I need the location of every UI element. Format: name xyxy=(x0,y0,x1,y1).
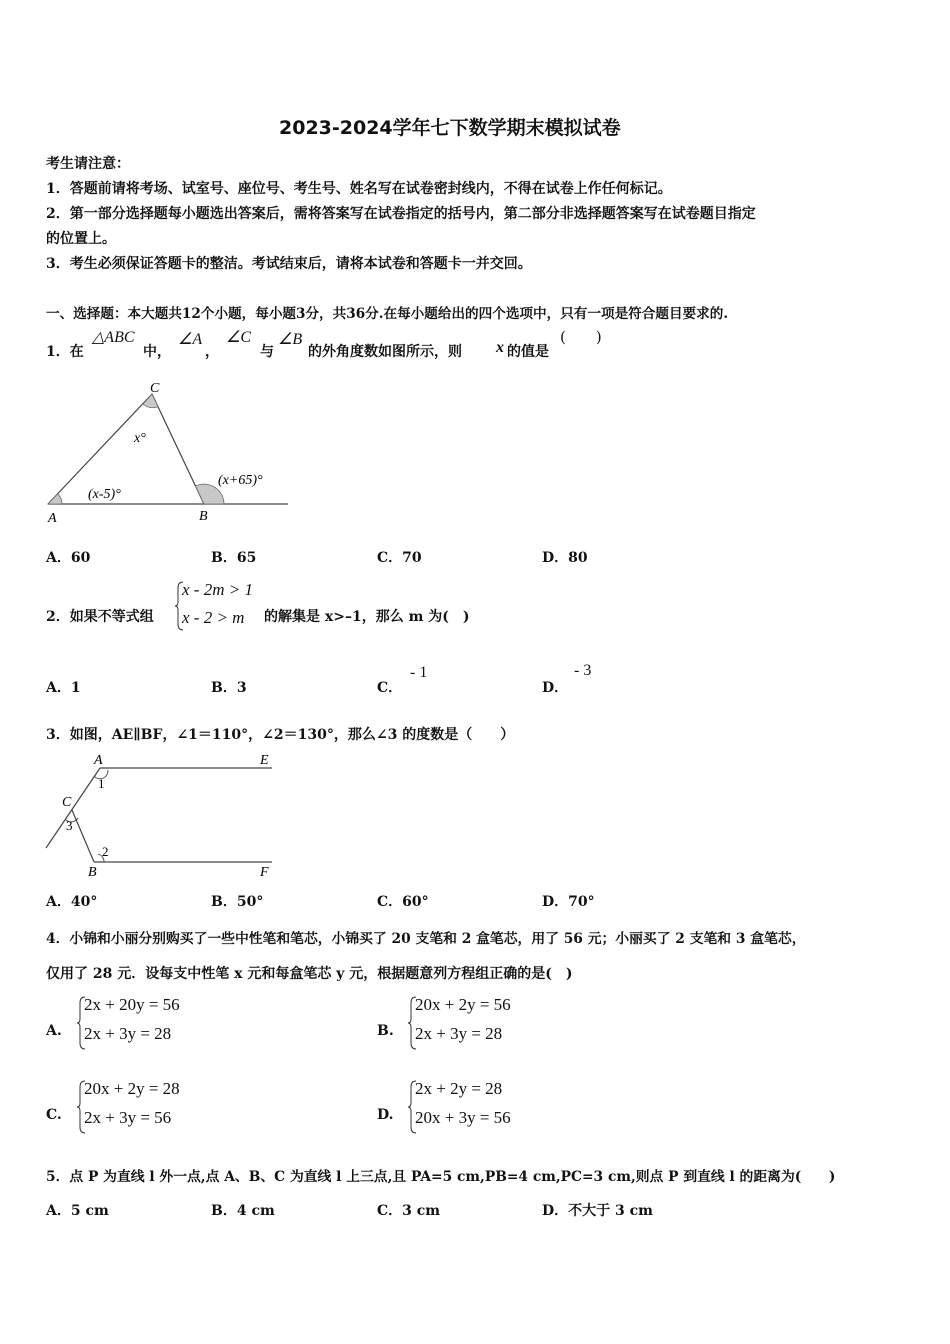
notice-heading: 考生请注意： xyxy=(46,156,130,172)
q1-comma: ， xyxy=(205,344,219,360)
q1-variable-x: x xyxy=(496,339,504,356)
q2-option-d-value: - 3 xyxy=(574,662,592,679)
q4-option-b-label[interactable]: B. xyxy=(377,1023,394,1039)
section-heading: 一、选择题：本大题共12个小题，每小题3分，共36分.在每小题给出的四个选项中，只有一项是符合题目要求的. xyxy=(46,306,729,322)
q2-option-a[interactable]: A．1 xyxy=(46,680,81,696)
q4-option-b-system[interactable] xyxy=(407,995,537,1051)
q1-fig-label-x-minus-5: (x-5)° xyxy=(88,487,121,502)
q2-option-c-value: - 1 xyxy=(410,664,428,681)
q1-option-c[interactable]: C．70 xyxy=(377,550,422,566)
q4-option-b-eq-1: 20x + 2y = 56 xyxy=(415,995,511,1014)
q3-fig-label-c: C xyxy=(62,795,72,810)
q4-option-d-label[interactable]: D. xyxy=(377,1107,394,1123)
q4-option-d-eq-2: 20x + 3y = 56 xyxy=(415,1108,511,1127)
q4-option-c-system[interactable] xyxy=(76,1079,206,1135)
q4-option-c-eq-2: 2x + 3y = 56 xyxy=(84,1108,172,1127)
q4-option-d-system[interactable] xyxy=(407,1079,537,1135)
q2-option-d[interactable]: D． xyxy=(542,680,569,696)
q4-option-a-label[interactable]: A. xyxy=(46,1023,62,1039)
q1-fig-label-x-plus-65: (x+65)° xyxy=(218,473,263,488)
notice-item-1: 1．答题前请将考场、试室号、座位号、考生号、姓名写在试卷密封线内，不得在试卷上作任何标记。 xyxy=(46,181,672,197)
q1-prefix: 1．在 xyxy=(46,344,84,360)
q1-triangle-figure xyxy=(40,380,300,530)
q1-fig-label-x: x° xyxy=(134,431,146,446)
q3-option-a[interactable]: A．40° xyxy=(46,894,98,910)
q3-stem: 3．如图，AE∥BF，∠1＝110°，∠2＝130°，那么∠3 的度数是（ ） xyxy=(46,727,515,743)
q1-option-d[interactable]: D．80 xyxy=(542,550,588,566)
q4-stem-line-1: 4．小锦和小丽分别购买了一些中性笔和笔芯，小锦买了 20 支笔和 2 盒笔芯，用了 56 元；小丽买了 2 支笔和 3 盒笔芯， xyxy=(46,931,806,947)
q5-option-c[interactable]: C．3 cm xyxy=(377,1203,441,1219)
q1-triangle: △ABC xyxy=(92,329,135,346)
q1-angle-c: ∠C xyxy=(226,329,252,346)
q1-text-5: 的值是 xyxy=(507,344,549,360)
q4-option-b-eq-2: 2x + 3y = 28 xyxy=(415,1024,503,1043)
q1-text-4: 的外角度数如图所示，则 xyxy=(308,344,462,360)
q5-option-b[interactable]: B．4 cm xyxy=(211,1203,275,1219)
q4-option-d-eq-1: 2x + 2y = 28 xyxy=(415,1079,503,1098)
q5-stem: 5．点 P 为直线 l 外一点,点 A、B、C 为直线 l 上三点,且 PA=5 cm,PB=4 cm,PC=3 cm,则点 P 到直线 l 的距离为( ) xyxy=(46,1169,836,1185)
q1-fig-label-a: A xyxy=(48,511,57,526)
q3-option-c[interactable]: C．60° xyxy=(377,894,429,910)
q2-prefix: 2．如果不等式组 xyxy=(46,609,154,625)
notice-item-2a: 2．第一部分选择题每小题选出答案后，需将答案写在试卷指定的括号内，第二部分非选择题答案写在试卷题目指定 xyxy=(46,206,756,222)
q1-fig-label-b: B xyxy=(199,509,208,524)
q2-inequality-1: x - 2m > 1 xyxy=(182,580,253,599)
q1-angle-a: ∠A xyxy=(178,331,203,348)
page-title: 2023-2024学年七下数学期末模拟试卷 xyxy=(279,117,621,139)
q2-text: 的解集是 x>–1，那么 m 为( ) xyxy=(264,609,470,625)
q4-option-a-eq-1: 2x + 20y = 56 xyxy=(84,995,180,1014)
q1-angle-b: ∠B xyxy=(278,331,303,348)
q2-inequality-2: x - 2 > m xyxy=(182,608,245,627)
q3-fig-label-f: F xyxy=(260,865,269,880)
notice-item-2b: 的位置上。 xyxy=(46,231,116,247)
q1-answer-paren: ( ) xyxy=(560,328,602,346)
q2-option-b[interactable]: B．3 xyxy=(211,680,247,696)
q4-option-a-system[interactable] xyxy=(76,995,206,1051)
q3-fig-angle-2: 2 xyxy=(102,844,109,859)
q1-fig-label-c: C xyxy=(150,381,160,396)
q1-text-3: 与 xyxy=(260,344,274,360)
q3-fig-label-a: A xyxy=(94,753,103,768)
q4-option-c-eq-1: 20x + 2y = 28 xyxy=(84,1079,180,1098)
q3-option-d[interactable]: D．70° xyxy=(542,894,595,910)
q3-option-b[interactable]: B．50° xyxy=(211,894,264,910)
notice-item-3: 3．考生必须保证答题卡的整洁。考试结束后，请将本试卷和答题卡一并交回。 xyxy=(46,256,532,272)
q2-option-c[interactable]: C． xyxy=(377,680,403,696)
q4-stem-line-2: 仅用了 28 元．设每支中性笔 x 元和每盒笔芯 y 元，根据题意列方程组正确的是( ) xyxy=(46,966,573,982)
q3-fig-label-b: B xyxy=(88,865,97,880)
q3-fig-angle-3: 3 xyxy=(66,818,73,833)
q2-inequality-system xyxy=(174,580,264,632)
q5-option-d[interactable]: D．不大于 3 cm xyxy=(542,1203,653,1219)
q1-option-b[interactable]: B．65 xyxy=(211,550,257,566)
q5-option-a[interactable]: A．5 cm xyxy=(46,1203,109,1219)
q1-text-2: 中， xyxy=(143,344,171,360)
q4-option-a-eq-2: 2x + 3y = 28 xyxy=(84,1024,172,1043)
q1-option-a[interactable]: A．60 xyxy=(46,550,91,566)
q3-fig-label-e: E xyxy=(260,753,269,768)
q3-fig-angle-1: 1 xyxy=(98,776,105,791)
q4-option-c-label[interactable]: C. xyxy=(46,1107,62,1123)
q3-parallel-lines-figure xyxy=(42,748,282,882)
